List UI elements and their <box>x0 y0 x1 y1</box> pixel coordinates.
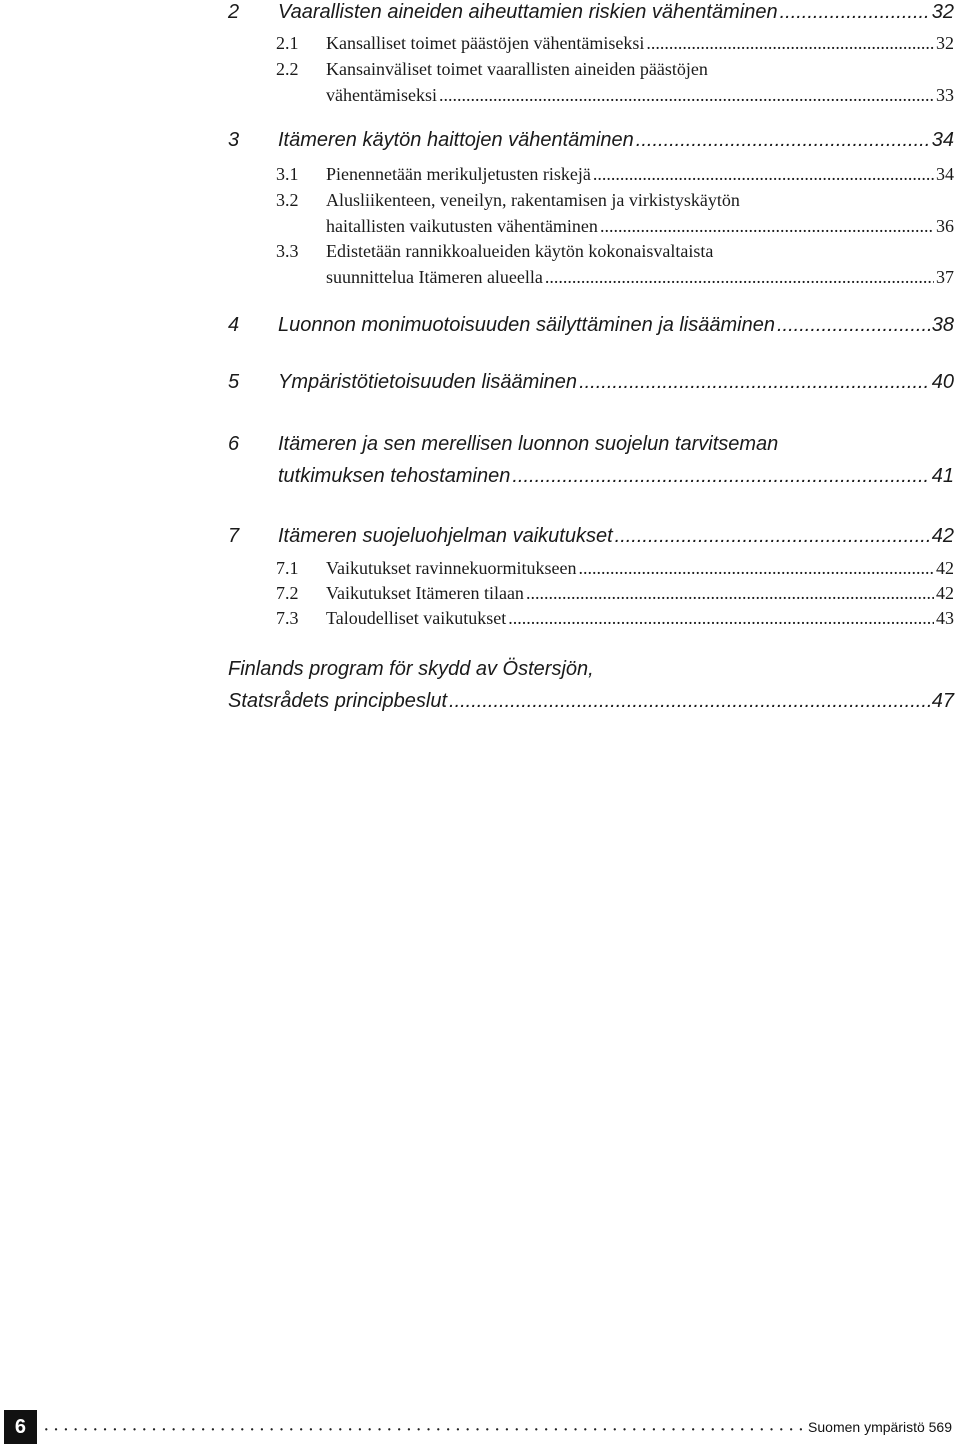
dot-leader <box>646 30 934 56</box>
entry-page: 42 <box>936 583 954 603</box>
entry-page: 32 <box>936 33 954 53</box>
entry-title: Taloudelliset vaikutukset <box>326 608 507 628</box>
entry-page: 40 <box>931 371 954 393</box>
entry-title-line-1: Edistetään rannikkoalueiden käytön kokonaisvaltaista <box>326 241 714 261</box>
page-number: 6 <box>4 1410 37 1444</box>
entry-title-line-1: Alusliikenteen, veneilyn, rakentamisen ja virkistyskäytön <box>326 190 740 210</box>
toc-entry-chapter-5[interactable] <box>228 366 954 398</box>
entry-number: 2.1 <box>276 33 299 53</box>
entry-title: Vaikutukset Itämeren tilaan <box>326 583 524 603</box>
toc-entry-2-2[interactable] <box>276 56 954 108</box>
dot-leader <box>777 309 930 341</box>
toc-entry-2-1[interactable] <box>276 30 954 56</box>
entry-number: 3.1 <box>276 164 299 184</box>
entry-title: Kansalliset toimet päästöjen vähentämiseksi <box>326 33 645 53</box>
dot-leader <box>615 520 930 552</box>
dot-leader <box>636 124 930 156</box>
entry-number: 2 <box>228 1 240 23</box>
entry-title: Vaikutukset ravinnekuormitukseen <box>326 558 577 578</box>
entry-title-line-2: tutkimuksen tehostaminen <box>278 465 511 487</box>
entry-title-line-2: vähentämiseksi <box>326 85 437 105</box>
footer-dot-rule <box>45 1419 802 1435</box>
dot-leader <box>578 555 934 581</box>
entry-page: 32 <box>931 1 954 23</box>
dot-leader <box>579 366 930 398</box>
dot-leader <box>526 580 934 606</box>
entry-number: 6 <box>228 433 240 455</box>
entry-number: 4 <box>228 314 240 336</box>
dot-leader <box>780 0 930 28</box>
dot-leader <box>449 685 930 717</box>
toc-entry-3-2[interactable] <box>276 187 954 239</box>
toc-entry-7-3[interactable] <box>276 605 954 631</box>
entry-number: 3.2 <box>276 190 299 210</box>
entry-title-line-1: Finlands program för skydd av Östersjön, <box>228 658 594 680</box>
toc-entry-7-1[interactable] <box>276 555 954 581</box>
entry-title: Pienennetään merikuljetusten riskejä <box>326 164 591 184</box>
entry-title-line-1: Itämeren ja sen merellisen luonnon suojelun tarvitseman <box>278 433 779 455</box>
entry-title: Itämeren käytön haittojen vähentäminen <box>278 129 634 151</box>
entry-title: Vaarallisten aineiden aiheuttamien riskien vähentäminen <box>278 1 778 23</box>
dot-leader <box>512 460 929 492</box>
entry-page: 47 <box>931 690 954 712</box>
dot-leader <box>545 264 934 290</box>
toc-entry-chapter-7[interactable] <box>228 520 954 552</box>
entry-title-line-2: Statsrådets principbeslut <box>228 690 448 712</box>
toc-entry-chapter-2[interactable] <box>228 0 954 28</box>
entry-number: 2.2 <box>276 59 299 79</box>
page-footer <box>0 1410 960 1444</box>
entry-number: 5 <box>228 371 240 393</box>
entry-page: 34 <box>936 164 954 184</box>
entry-title-line-2: suunnittelua Itämeren alueella <box>326 267 543 287</box>
entry-page: 42 <box>931 525 954 547</box>
entry-title: Luonnon monimuotoisuuden säilyttäminen ja lisääminen <box>278 314 775 336</box>
entry-number: 3 <box>228 129 240 151</box>
toc-entry-3-1[interactable] <box>276 161 954 187</box>
entry-page: 34 <box>931 129 954 151</box>
entry-number: 7.3 <box>276 608 299 628</box>
toc-entry-7-2[interactable] <box>276 580 954 606</box>
entry-page: 38 <box>931 314 954 336</box>
toc-entry-appendix[interactable] <box>228 653 954 717</box>
entry-number: 7.2 <box>276 583 299 603</box>
toc-entry-chapter-3[interactable] <box>228 124 954 156</box>
entry-number: 3.3 <box>276 241 299 261</box>
series-name: Suomen ympäristö 569 <box>808 1419 952 1435</box>
toc-entry-3-3[interactable] <box>276 238 954 290</box>
entry-title-line-2: haitallisten vaikutusten vähentäminen <box>326 216 598 236</box>
dot-leader <box>439 82 934 108</box>
toc-entry-chapter-4[interactable] <box>228 309 954 341</box>
dot-leader <box>508 605 934 631</box>
entry-page: 33 <box>936 85 954 105</box>
entry-title-line-1: Kansainväliset toimet vaarallisten aineiden päästöjen <box>326 59 708 79</box>
dot-leader <box>600 213 934 239</box>
entry-title: Ympäristötietoisuuden lisääminen <box>278 371 578 393</box>
entry-number: 7.1 <box>276 558 299 578</box>
dot-leader <box>593 161 934 187</box>
entry-title: Itämeren suojeluohjelman vaikutukset <box>278 525 613 547</box>
entry-page: 36 <box>936 216 954 236</box>
toc-entry-chapter-6[interactable] <box>228 428 954 492</box>
entry-page: 37 <box>936 267 954 287</box>
entry-page: 42 <box>936 558 954 578</box>
entry-page: 41 <box>931 465 954 487</box>
entry-number: 7 <box>228 525 240 547</box>
entry-page: 43 <box>936 608 954 628</box>
